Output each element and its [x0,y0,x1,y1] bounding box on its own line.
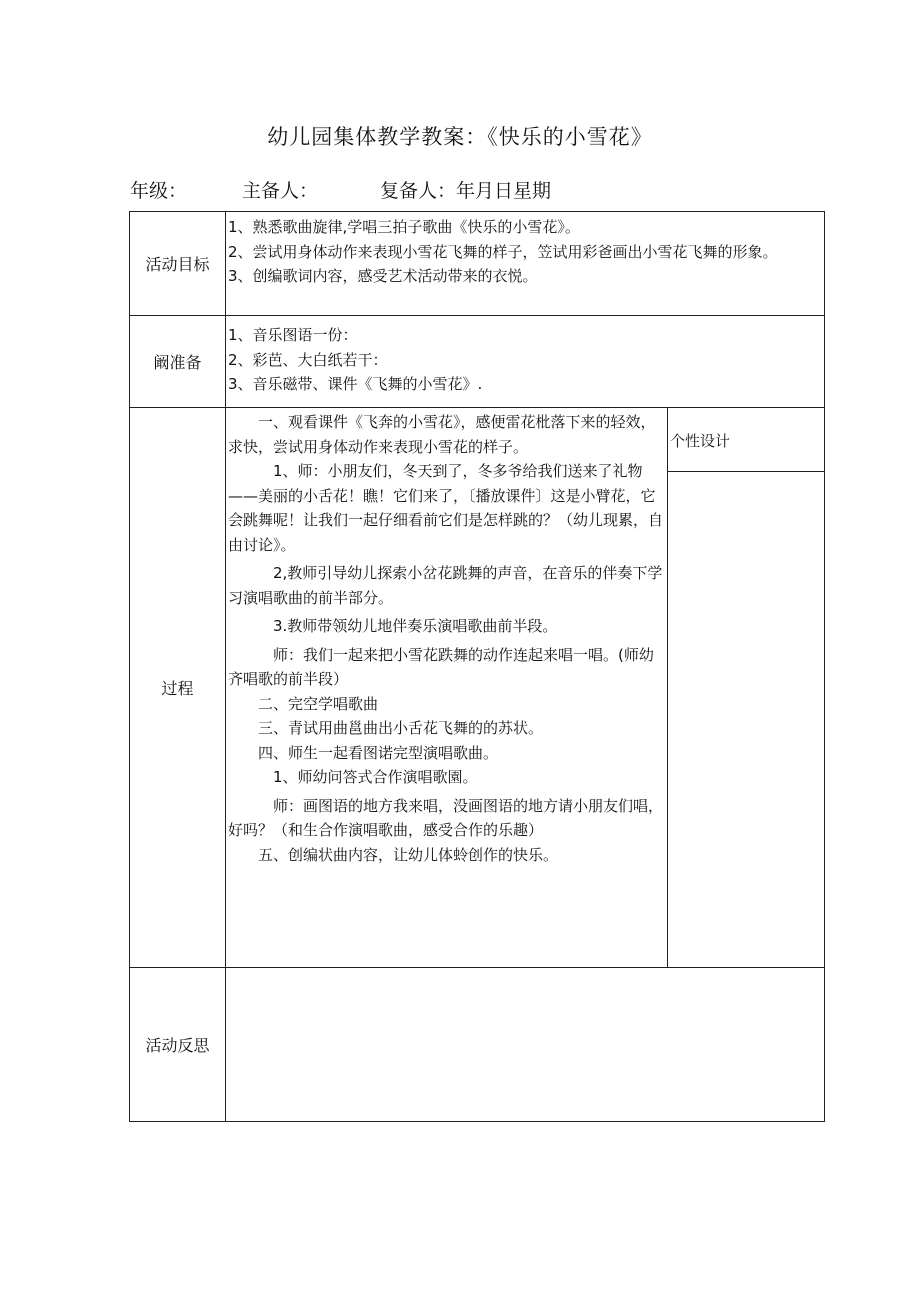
prep-item: 3、音乐磁带、课件《飞舞的小雪花》. [228,375,483,393]
process-content [226,408,668,968]
process-step: 师：我们一起来把小雪花跌舞的动作连起来唱一唱。(师幼齐唱歌的前半段） [228,645,654,688]
reflection-label: 活动反思 [130,968,226,1122]
process-row [130,408,825,968]
personal-design-label: 个性设计 [668,408,824,472]
reflection-content [226,968,825,1122]
goals-row [130,212,825,316]
prep-row [130,316,825,408]
lesson-plan-table [129,211,825,1122]
goal-item: 2、尝试用身体动作来表现小雪花飞舞的样子，笠试用彩爸画出小雪花飞舞的形象。 [228,242,778,261]
process-step: 2,教师引导幼儿探索小岔花跳舞的声音，在音乐的伴奏下学习演唱歌曲的前半部分。 [228,564,663,607]
grade-label: 年级： [130,180,188,202]
process-step: 1、师：小朋友们，冬天到了，冬多爷给我们送来了礼物——美丽的小舌花！瞧！它们来了，〔播放课件〕这是小臂花，它会跳舞呢！让我们一起仔细看前它们是怎样跳的？（幼儿现累，自由讨论》。 [228,462,664,554]
goal-item: 1、熟悉歌曲旋律,学唱三拍子歌曲《快乐的小雪花》。 [228,218,580,236]
personal-design-column [668,408,825,968]
process-step: 一、观看课件《飞奔的小雪花》，感便雷花枇落下来的轻效，求快，尝试用身体动作来表现小雪花的样子。 [228,413,656,456]
second-preparer-label: 复备人：年月日星期 [380,180,552,202]
process-step: 四、师生一起看图诺完型演唱歌曲。 [258,743,499,762]
goals-label: 活动目标 [130,212,226,316]
process-step: 三、青试用曲邕曲出小舌花飞舞的的苏状。 [258,719,544,737]
prep-item: 1、音乐图语一份： [228,326,358,344]
prep-label: 阚准备 [130,316,226,408]
process-step: 五、创编状曲内容，让幼儿体蛉创作的快乐。 [258,845,559,864]
goals-content [226,212,825,316]
reflection-row [130,968,825,1122]
process-label: 过程 [130,408,226,968]
goal-item: 3、创编歌词内容，感受艺术活动带来的衣悦。 [228,267,538,285]
preparer-label: 主备人： [242,180,319,202]
process-step: 二、完空学唱歌曲 [258,694,379,713]
page-title: 幼儿园集体教学教案：《快乐的小雪花》 [267,125,653,149]
prep-item: 2、彩芭、大白纸若干： [228,350,388,369]
process-step: 1、师幼问答式合作演唱歌園。 [273,768,478,786]
prep-content [226,316,825,408]
process-step: 师：画图语的地方我来唱，没画图语的地方请小朋友们唱，好吗？（和生合作演唱歌曲，感受合作的乐趣） [228,796,664,839]
process-step: 3.教师带领幼儿地伴奏乐演唱歌曲前半段。 [273,617,558,635]
